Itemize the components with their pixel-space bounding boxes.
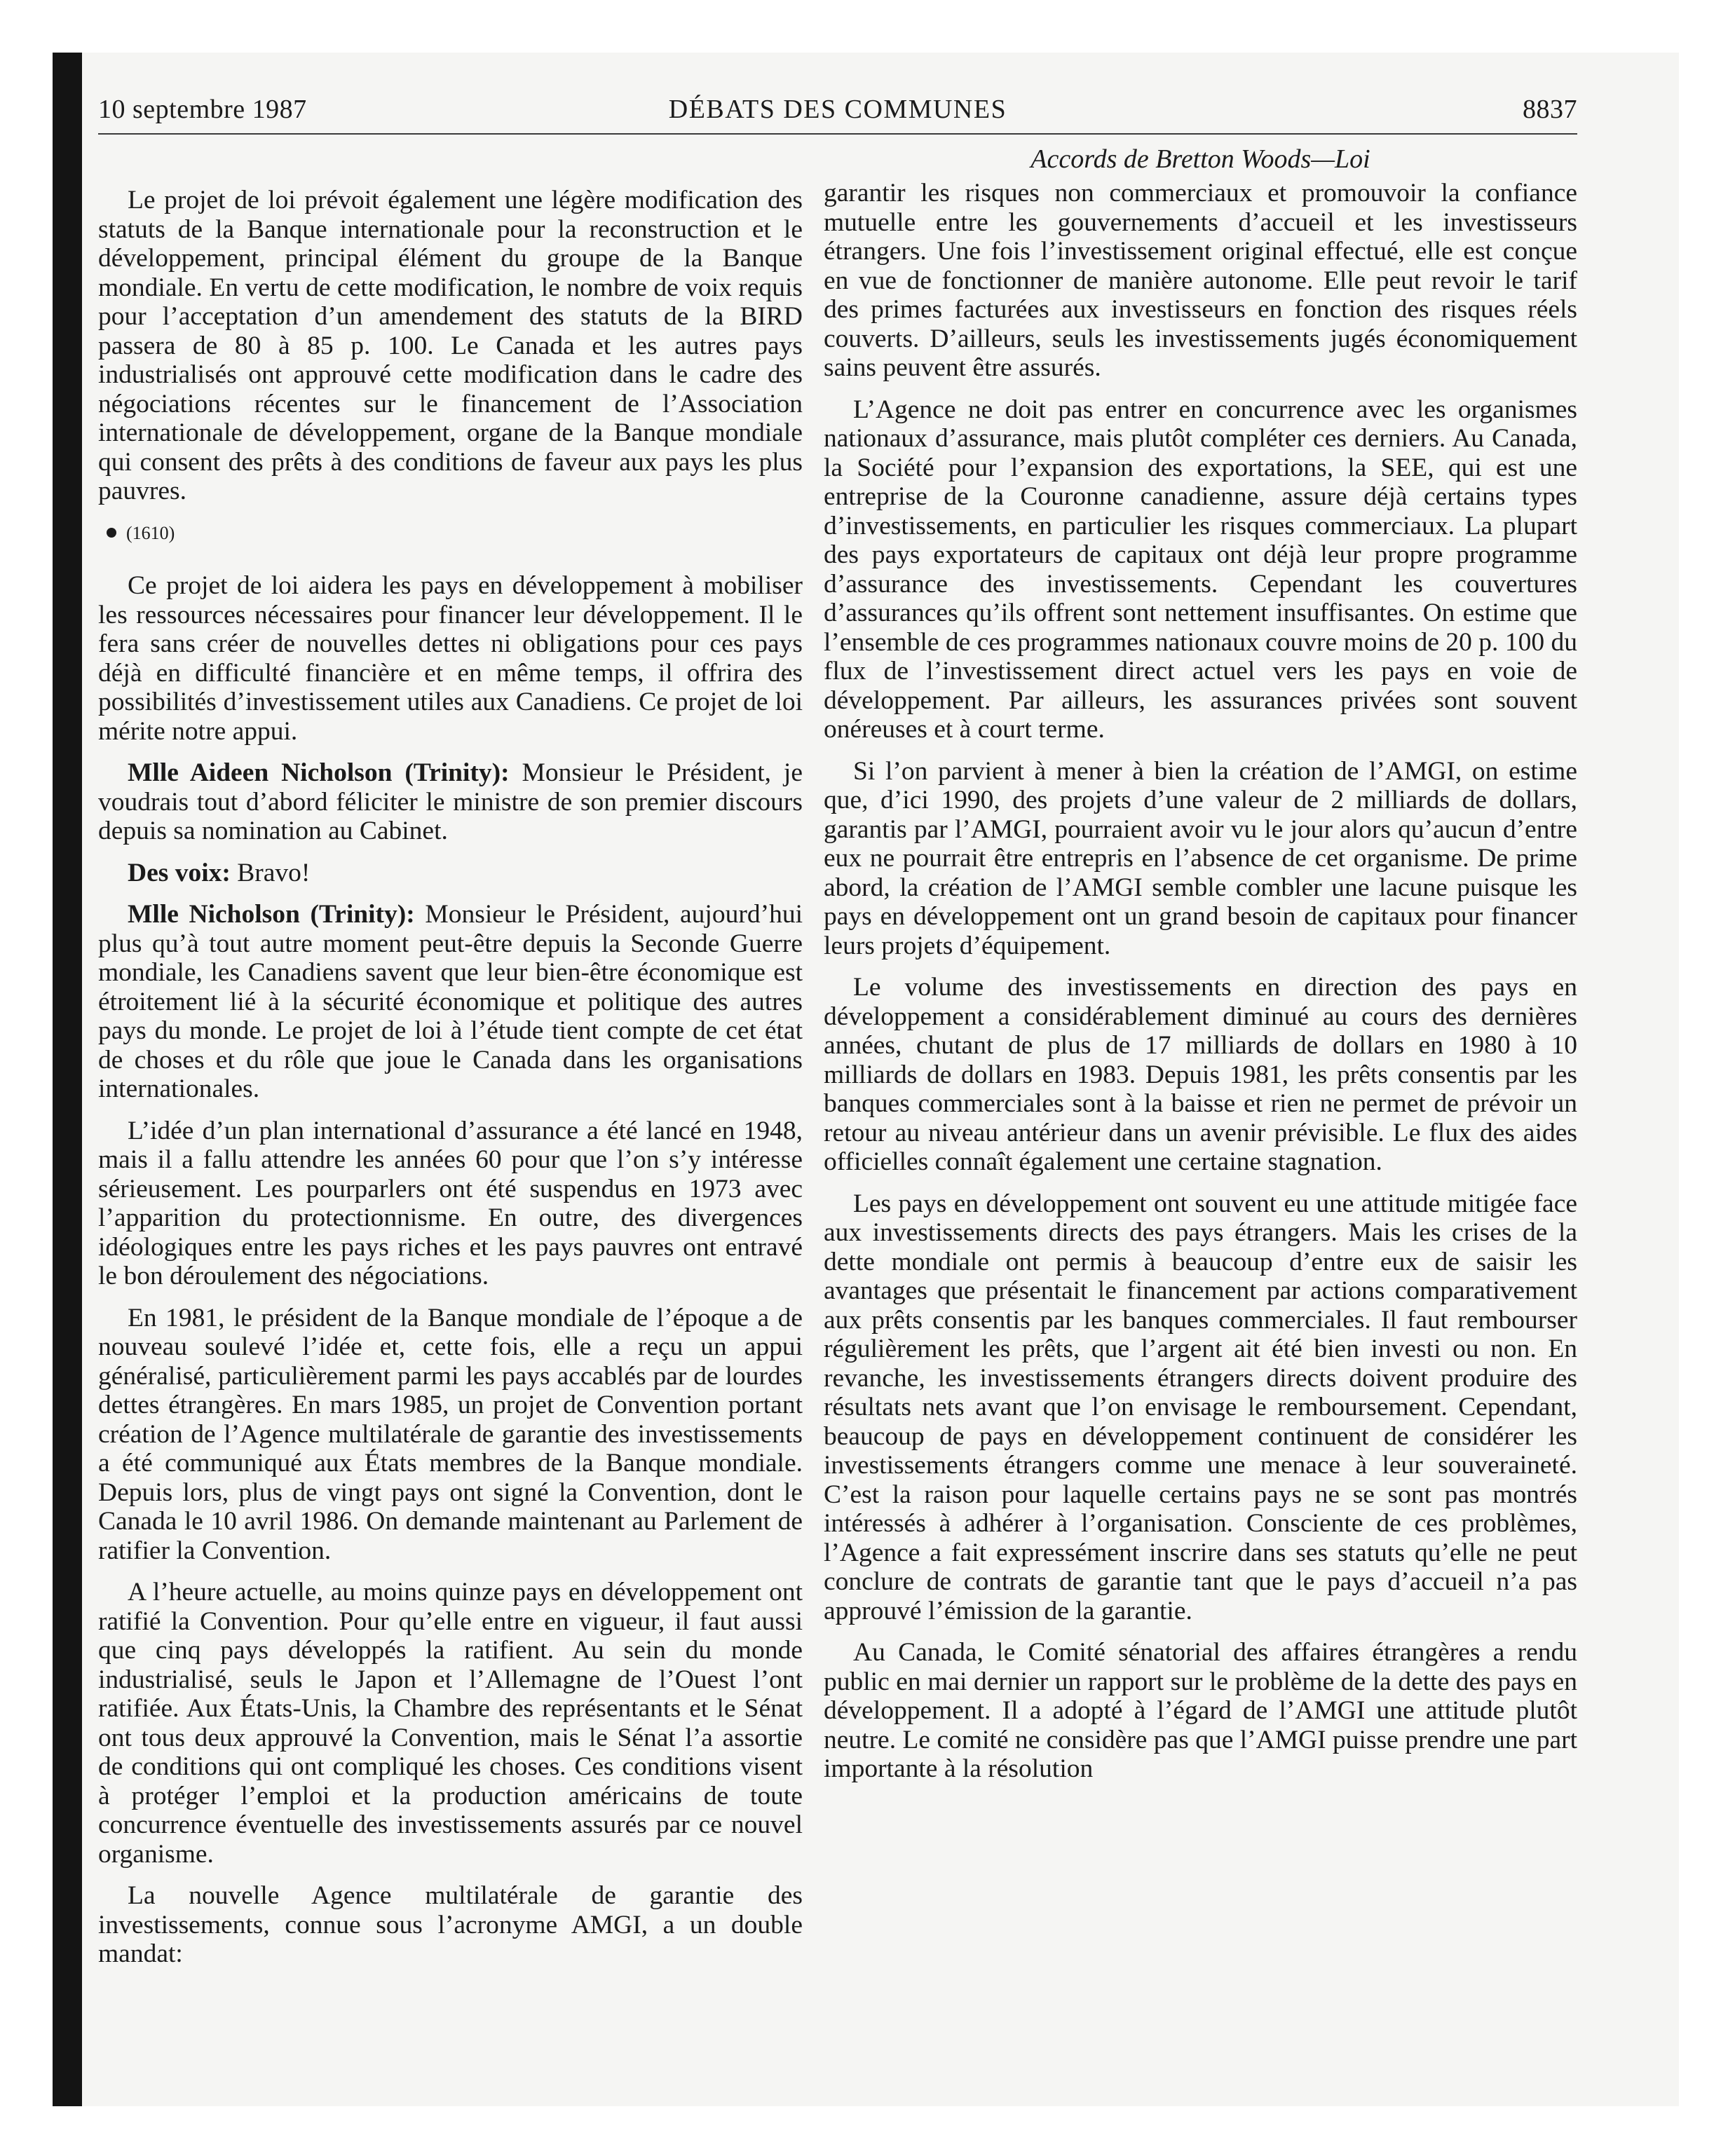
paragraph: Au Canada, le Comité sénatorial des affaires étrangères a rendu public en mai dernier un rapport sur le problème de la dette des pays en développement. Il a adopté à l’égard de l’AMGI une attitude plutôt neutre. Le comité ne considère pas que l’AMGI puisse prendre une part importante à la résolution — [824, 1638, 1577, 1783]
paragraph: L’Agence ne doit pas entrer en concurrence avec les organismes nationaux d’assurance, mais plutôt compléter ces derniers. Au Canada, la Société pour l’expansion des exportations, la SEE, qui est une entreprise de la Couronne canadienne, assure déjà certains types d’investissements, en particulier les risques commerciaux. La plupart des pays exportateurs de capitaux ont déjà leur propre programme d’assurance des investissements. Cependant les couvertures d’assurances qu’ils offrent sont nettement insuffisantes. On estime que l’ensemble de ces programmes nationaux couvre moins de 20 p. 100 du flux de l’investissement direct actuel vers les pays en voie de développement. Par ailleurs, les assurances privées sont souvent onéreuses et à court terme. — [824, 395, 1577, 744]
running-head: Accords de Bretton Woods—Loi — [1030, 144, 1370, 174]
left-column — [98, 186, 803, 1981]
paragraph: En 1981, le président de la Banque mondiale de l’époque a de nouveau soulevé l’idée et, cette fois, elle a reçu un appui généralisé, particulièrement parmi les pays accablés par de lourdes dettes étrangères. En mars 1985, un projet de Convention portant création de l’Agence multilatérale de garantie des investissements a été communiqué aux États membres de la Banque mondiale. Depuis lors, plus de vingt pays ont signé la Convention, dont le Canada le 10 avril 1986. On demande maintenant au Parlement de ratifier la Convention. — [98, 1303, 803, 1565]
header-date: 10 septembre 1987 — [98, 95, 307, 124]
paragraph: La nouvelle Agence multilatérale de garantie des investissements, connue sous l’acronyme AMGI, a un double mandat: — [98, 1881, 803, 1968]
paragraph: Le volume des investissements en direction des pays en développement a considérablement diminué au cours des dernières années, chutant de plus de 17 milliards de dollars en 1980 à 10 milliards de dollars en 1983. Depuis 1981, les prêts consentis par les banques commerciales sont à la baisse et rien ne permet de prévoir un retour au niveau antérieur dans un avenir prévisible. Le flux des aides officielles connaît également une certaine stagnation. — [824, 973, 1577, 1176]
right-column — [824, 179, 1577, 1796]
speech-paragraph — [98, 900, 803, 1104]
scan-edge-shadow — [53, 53, 82, 2106]
time-marker-label: (1610) — [126, 522, 175, 543]
time-marker — [107, 519, 803, 548]
paragraph: A l’heure actuelle, au moins quinze pays en développement ont ratifié la Convention. Pour qu’elle entre en vigueur, il faut aussi que cinq pays développés la ratifient. Au sein du monde industrialisé, seuls le Japon et l’Allemagne de l’Ouest l’ont ratifiée. Aux États-Unis, la Chambre des représentants et le Sénat ont tous deux approuvé la Convention, mais le Sénat l’a assortie de conditions qui ont compliqué les choses. Ces conditions visent à protéger l’emploi et la production américains de toute concurrence éventuelle des investissements assurés par ce nouvel organisme. — [98, 1578, 803, 1869]
header-page-number: 8837 — [1523, 95, 1577, 124]
paragraph: Le projet de loi prévoit également une légère modification des statuts de la Banque internationale pour la reconstruction et le développement, principal élément du groupe de la Banque mondiale. En vertu de cette modification, le nombre de voix requis pour l’acceptation d’un amendement des statuts de la BIRD passera de 80 à 85 p. 100. Le Canada et les autres pays industrialisés ont approuvé cette modification dans le cadre des négociations récentes sur le financement de l’Association internationale de développement, organe de la Banque mondiale qui consent des prêts à des conditions de faveur aux pays les plus pauvres. — [98, 186, 803, 505]
speech-text: Monsieur le Président, je voudrais tout d’abord féliciter le ministre de son premier discours depuis sa nomination au Cabinet. — [98, 758, 803, 845]
header-title: DÉBATS DES COMMUNES — [668, 95, 1007, 124]
page-header — [98, 84, 1577, 135]
speech-text: Bravo! — [230, 858, 311, 887]
speaker-name: Mlle Nicholson (Trinity): — [128, 900, 415, 929]
paragraph: Si l’on parvient à mener à bien la création de l’AMGI, on estime que, d’ici 1990, des projets d’une valeur de 2 milliards de dollars, garantis par l’AMGI, pourraient avoir vu le jour alors qu’aucun d’entre eux ne pourrait être entrepris en l’absence de cet organisme. De prime abord, la création de l’AMGI semble combler une lacune puisque les pays en développement ont un grand besoin de capitaux pour financer leurs projets d’équipement. — [824, 756, 1577, 960]
speaker-name: Des voix: — [128, 858, 231, 887]
paragraph: Ce projet de loi aidera les pays en développement à mobiliser les ressources nécessaires pour financer leur développement. Il le fera sans créer de nouvelles dettes ni obligations pour ces pays déjà en difficulté financière et en même temps, il offrira des possibilités d’investissement utiles aux Canadiens. Ce projet de loi mérite notre appui. — [98, 571, 803, 746]
paragraph-continued: garantir les risques non commerciaux et promouvoir la confiance mutuelle entre les gouvernements d’accueil et les investisseurs étrangers. Une fois l’investissement original effectué, elle est conçue en vue de fonctionner de manière autonome. Elle peut revoir le tarif des primes facturées aux investisseurs en fonction des risques réels couverts. D’ailleurs, seuls les investissements jugés économiquement sains peuvent être assurés. — [824, 179, 1577, 382]
paragraph: Les pays en développement ont souvent eu une attitude mitigée face aux investissements directs des pays étrangers. Mais les crises de la dette mondiale ont permis à beaucoup d’entre eux de saisir les avantages que présentait le financement par actions comparativement aux prêts consentis par les banques commerciales. Il faut rembourser régulièrement les prêts, que l’argent ait été bien investi ou non. En revanche, les investissements étrangers directs doivent produire des résultats nets avant que l’on envisage le remboursement. Cependant, beaucoup de pays en développement continuent de considérer les investissements étrangers comme une menace à leur souveraineté. C’est la raison pour laquelle certains pays ne se sont pas montrés intéressés à adhérer à l’organisation. Consciente de ces problèmes, l’Agence a fait expressément inscrire dans ses statuts qu’elle ne peut conclure de contrats de garantie tant que le pays d’accueil n’a pas approuvé l’émission de la garantie. — [824, 1189, 1577, 1625]
speech-paragraph — [98, 859, 803, 888]
speech-paragraph — [98, 758, 803, 846]
speaker-name: Mlle Aideen Nicholson (Trinity): — [128, 758, 510, 787]
speech-text: Monsieur le Président, aujourd’hui plus qu’à tout autre moment peut-être depuis la Seconde Guerre mondiale, les Canadiens savent que leur bien-être économique est étroitement lié à la sécurité économique et politique des autres pays du monde. Le projet de loi à l’étude tient compte de cet état de choses et du rôle que joue le Canada dans les organisations internationales. — [98, 900, 803, 1103]
paragraph: L’idée d’un plan international d’assurance a été lancé en 1948, mais il a fallu attendre les années 60 pour que l’on s’y intéresse sérieusement. Les pourparlers ont été suspendus en 1973 avec l’apparition du protectionnisme. En outre, des divergences idéologiques entre les pays riches et les pays pauvres ont entravé le bon déroulement des négociations. — [98, 1116, 803, 1290]
bullet-dot-icon — [107, 528, 116, 538]
